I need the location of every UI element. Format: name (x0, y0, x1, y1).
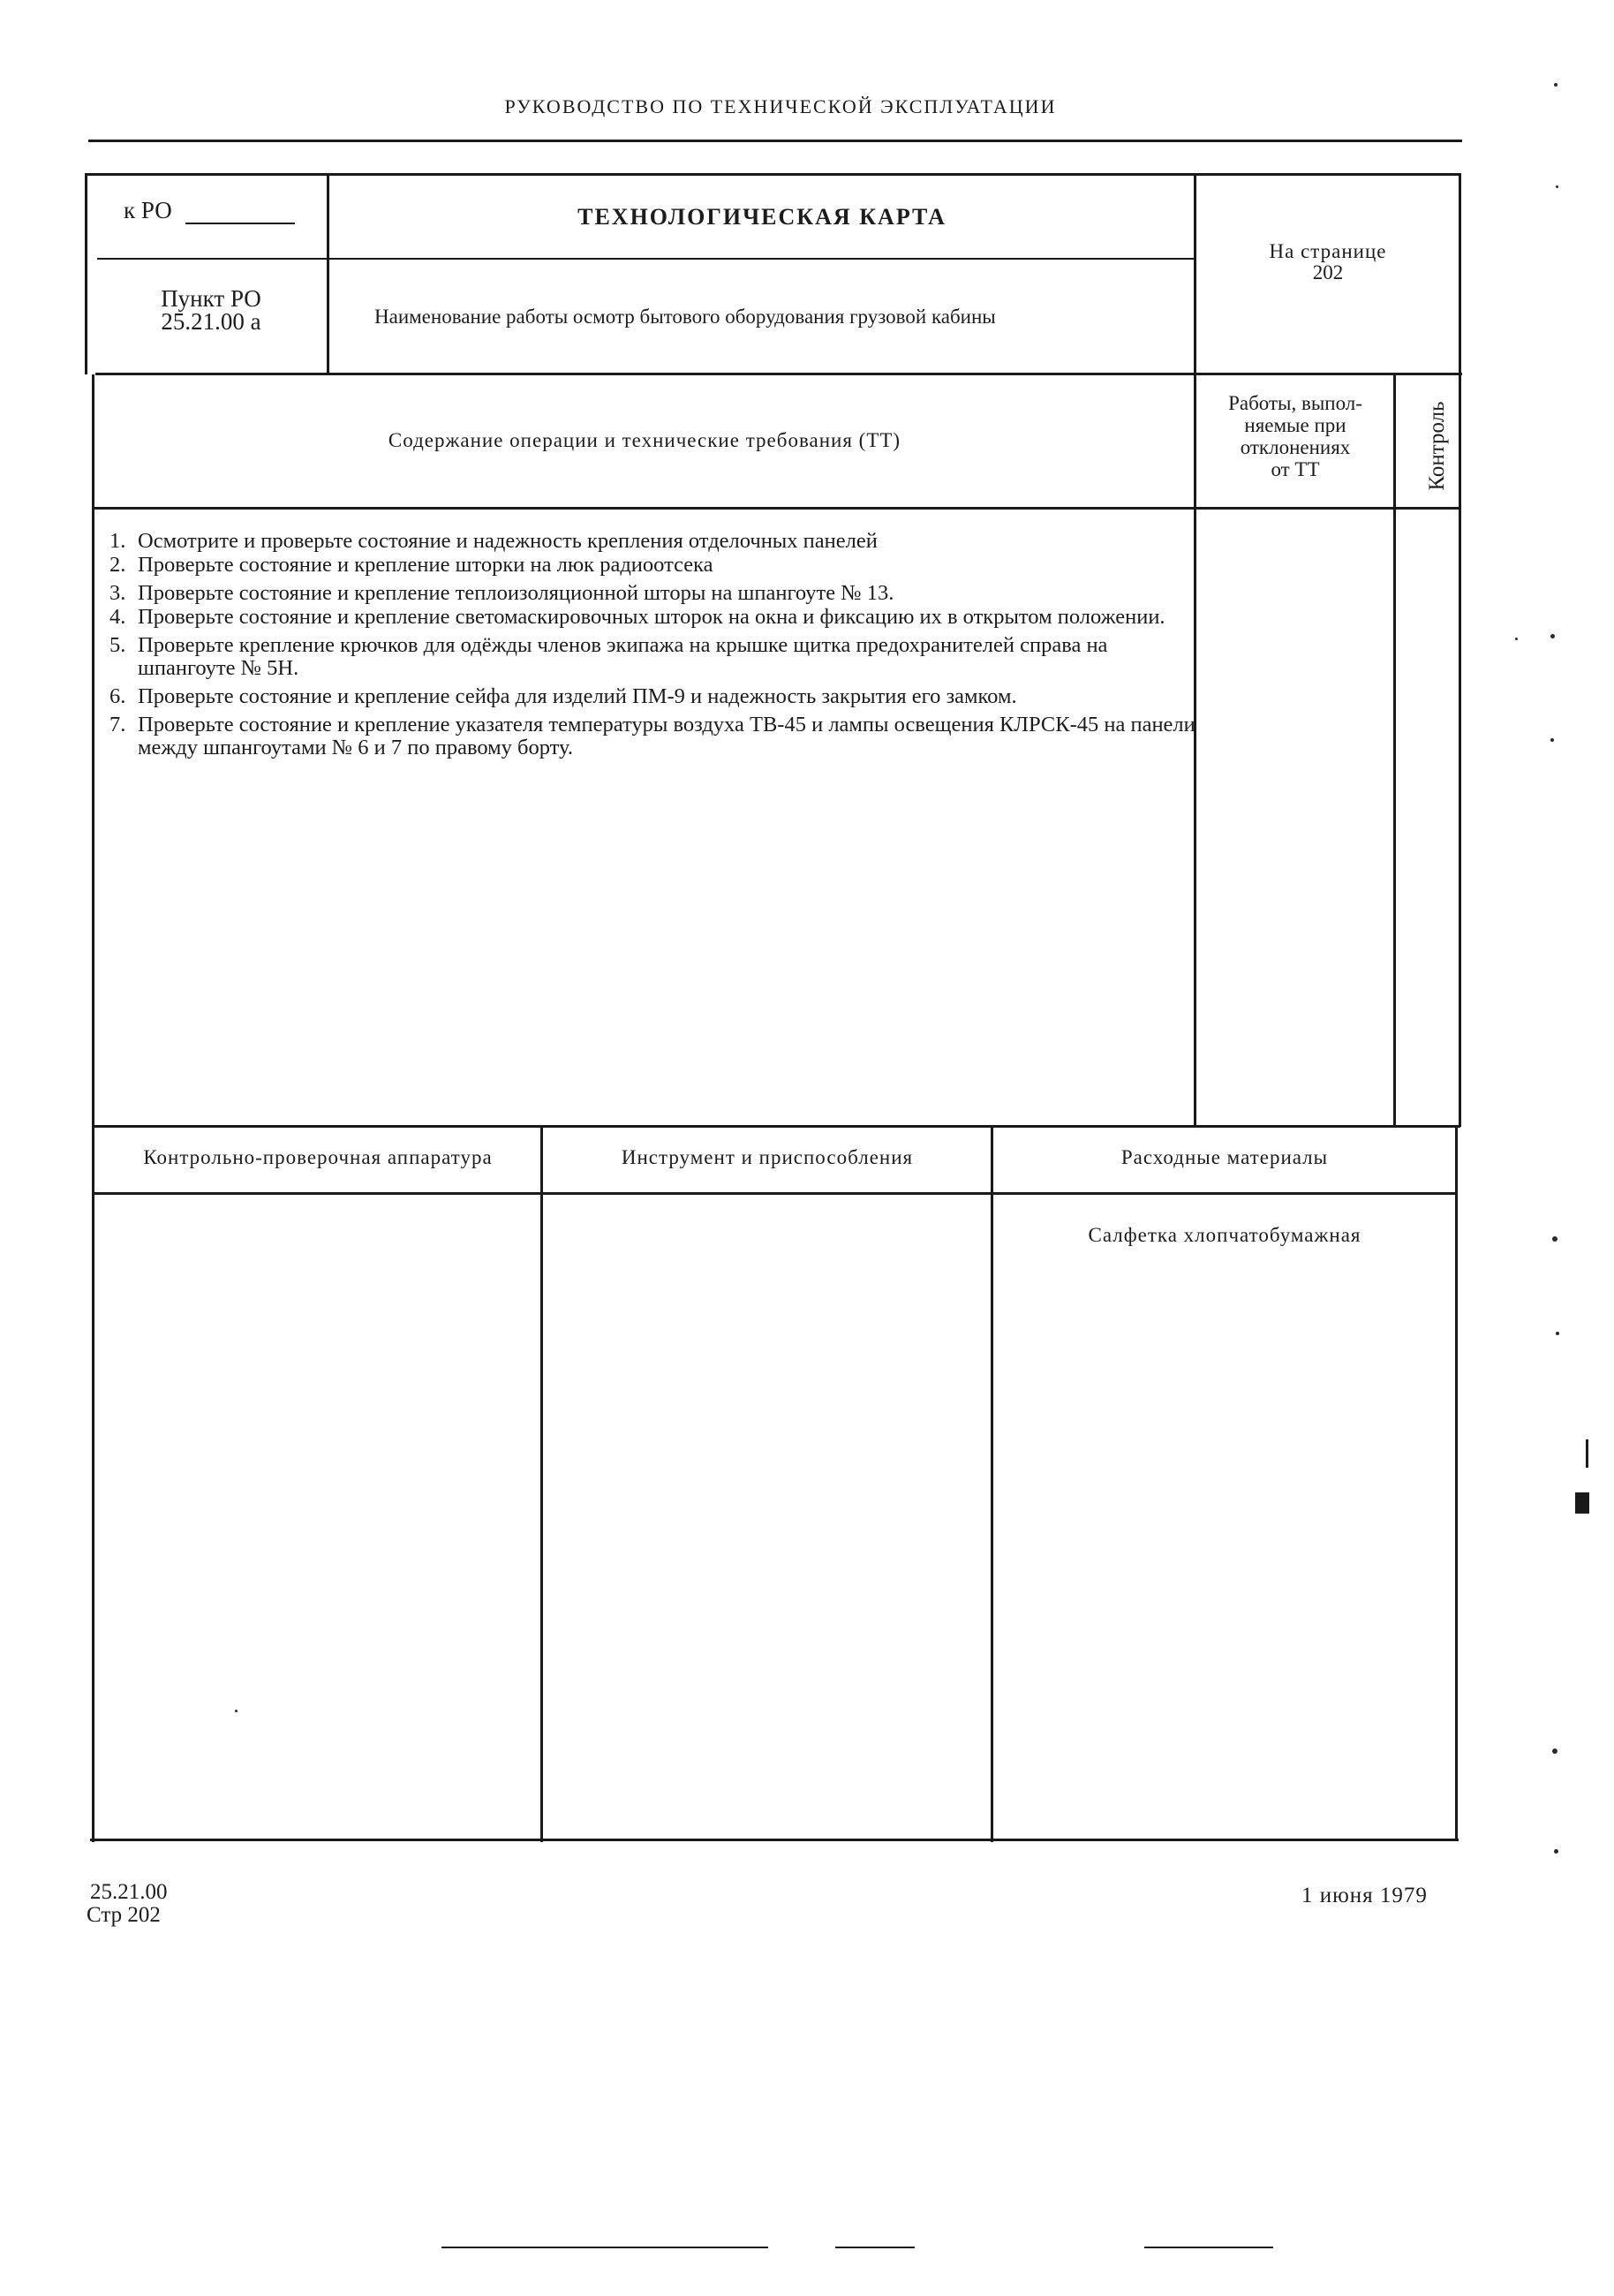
work-name: Наименование работы осмотр бытового оборудования грузовой кабины (374, 306, 996, 328)
scan-speck (1554, 83, 1557, 87)
scan-mark (835, 2247, 915, 2248)
footer-page: Стр 202 (87, 1903, 161, 1927)
operations-list (109, 530, 1195, 760)
running-head-rule (88, 140, 1462, 142)
resources-divider-1 (540, 1127, 543, 1842)
scan-mark (441, 2247, 768, 2248)
header-top-border (85, 173, 1460, 176)
tools-column-header: Инструмент и приспособления (621, 1146, 914, 1168)
list-item: 2. Проверьте состояние и крепление шторки на люк радиоотсека (109, 553, 713, 577)
main-divider-control (1393, 374, 1396, 1127)
punkt-ro-label: Пункт РО (161, 285, 261, 312)
list-item: 7. Проверьте состояние и крепление указателя температуры воздуха ТВ-45 и лампы освещения КЛРСК-45 на панели между шпангоутами № 6 и 7 по правому борту. (109, 713, 1195, 759)
materials-column-header: Расходные материалы (1120, 1146, 1329, 1168)
main-right-border (1459, 374, 1461, 1127)
column-header-bottom-rule (92, 507, 1460, 510)
resources-right-border (1455, 1127, 1458, 1840)
scan-speck (1554, 1849, 1558, 1854)
header-bottom-border (95, 373, 1462, 375)
header-left-border (85, 173, 87, 374)
list-item: 1. Осмотрите и проверьте состояние и надежность крепления отделочных панелей (109, 529, 878, 553)
resources-bottom-border (90, 1839, 1459, 1841)
footer-date: 1 июня 1979 (1301, 1884, 1428, 1907)
k-ro-blank-line (185, 223, 295, 224)
page-number: 202 (1312, 261, 1344, 283)
header-divider-left (327, 173, 329, 374)
running-head: РУКОВОДСТВО ПО ТЕХНИЧЕСКОЙ ЭКСПЛУАТАЦИИ (504, 95, 1057, 117)
list-item: 3. Проверьте состояние и крепление теплоизоляционной шторы на шпангоуте № 13. (109, 581, 894, 605)
deviation-column-header: Работы, выпол- няемые при отклонениях от ТТ (1228, 392, 1362, 480)
list-item: 6. Проверьте состояние и крепление сейфа для изделий ПМ-9 и надежность закрытия его замком. (109, 684, 1017, 708)
scan-mark (1144, 2247, 1273, 2248)
scan-speck (1556, 185, 1558, 188)
footer-section: 25.21.00 (90, 1880, 168, 1904)
list-item: 5. Проверьте крепление крючков для одёжды членов экипажа на крышке щитка предохранителей справа на шпангоуте № 5Н. (109, 633, 1108, 680)
punkt-ro-value: 25.21.00 а (161, 308, 261, 335)
main-left-border (92, 374, 94, 1127)
scan-speck (1552, 1236, 1557, 1242)
page-label: На странице (1269, 240, 1387, 262)
k-ro-label: к РО (124, 197, 172, 223)
card-title: ТЕХНОЛОГИЧЕСКАЯ КАРТА (577, 204, 947, 230)
resources-left-border (92, 1127, 94, 1842)
scan-speck (1515, 638, 1518, 640)
list-item: 4. Проверьте состояние и крепление светомаскировочных шторок на окна и фиксацию их в открытом положении. (109, 605, 1165, 629)
scan-speck (1550, 738, 1554, 742)
main-bottom-border (92, 1125, 1460, 1128)
scan-mark (1575, 1492, 1589, 1514)
control-column-header: Контроль (1425, 401, 1449, 491)
scan-speck (1552, 1748, 1557, 1754)
header-mid-rule (97, 258, 1195, 260)
scan-mark (1586, 1439, 1588, 1468)
scan-speck (1556, 1332, 1559, 1335)
kpa-column-header: Контрольно-проверочная аппаратура (143, 1146, 493, 1168)
scan-speck (235, 1710, 238, 1712)
header-divider-right (1194, 173, 1196, 374)
scan-speck (1550, 634, 1555, 638)
header-right-border (1459, 173, 1461, 374)
resources-header-rule (92, 1192, 1457, 1195)
content-column-header: Содержание операции и технические требования (ТТ) (388, 429, 901, 451)
material-item: Салфетка хлопчатобумажная (1088, 1224, 1361, 1246)
resources-divider-2 (991, 1127, 993, 1842)
